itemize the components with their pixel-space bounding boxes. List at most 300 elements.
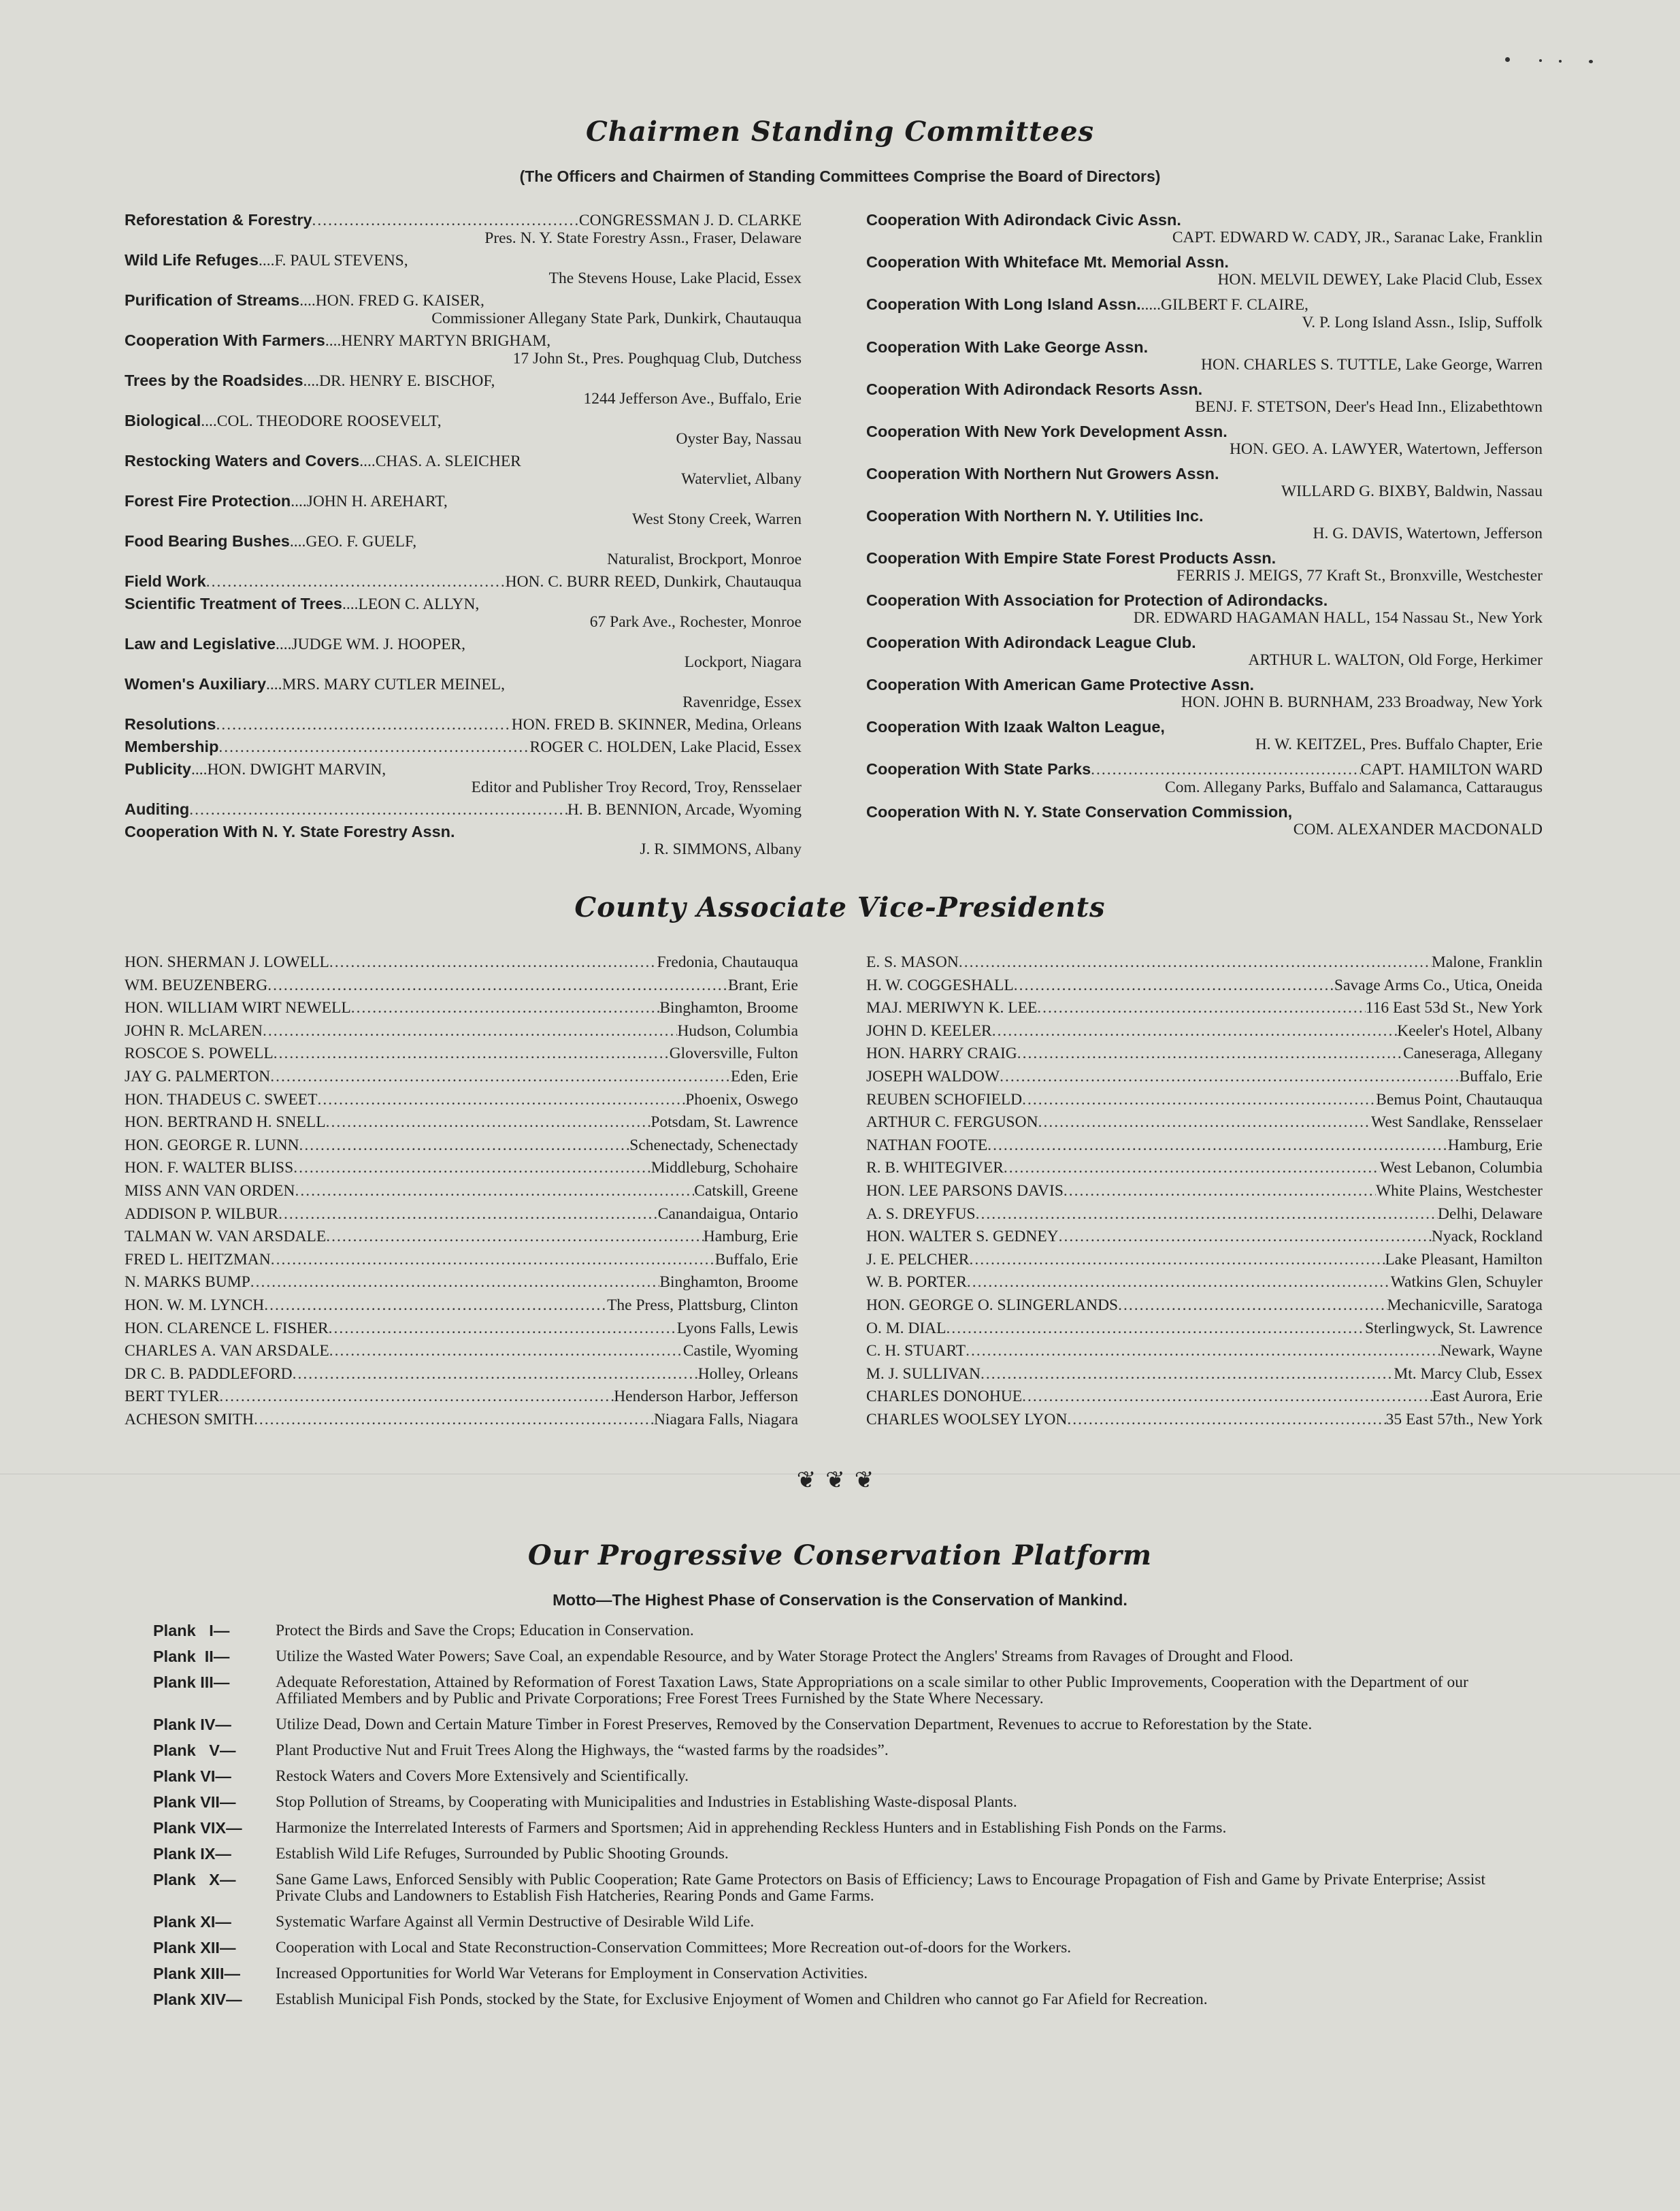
plank-number: Plank XII— [153, 1939, 236, 1956]
vice-president-name: M. J. SULLIVAN [866, 1364, 981, 1383]
vice-president-name: R. B. WHITEGIVER [866, 1159, 1004, 1177]
chairman-details: West Stony Creek, Warren [632, 510, 802, 528]
committee-line [866, 803, 1543, 821]
chairman-details: HON. JOHN B. BURNHAM, 233 Broadway, New York [1181, 693, 1543, 711]
vice-president-location: Lyons Falls, Lewis [676, 1319, 798, 1337]
vice-presidents-left-column [125, 951, 798, 1431]
dot-leader [318, 1089, 686, 1112]
committee-line [125, 572, 802, 591]
plank-text: Plant Productive Nut and Fruit Trees Along the Highways, the “wasted farms by the roadsides”. [276, 1741, 889, 1759]
vice-president-name: ARTHUR C. FERGUSON [866, 1113, 1038, 1132]
committee-name: Law and Legislative [125, 635, 276, 653]
plank-text: Utilize Dead, Down and Certain Mature Timber in Forest Preserves, Removed by the Conservation Department, Revenues to accrue to Reforestation by the State. [276, 1716, 1313, 1733]
vice-president-name: HON. THADEUS C. SWEET [125, 1090, 318, 1109]
committee-entry [125, 595, 802, 631]
dot-leader [218, 738, 529, 756]
plank-number: Plank X— [153, 1871, 236, 1888]
vice-president-name: HON. WILLIAM WIRT NEWELL [125, 999, 351, 1017]
committee-entry [866, 760, 1543, 796]
vice-president-name: HON. CLARENCE L. FISHER [125, 1319, 329, 1337]
separator-dots: .... [299, 292, 316, 310]
dot-leader [1022, 1089, 1376, 1112]
vice-president-location: White Plains, Westchester [1375, 1181, 1543, 1200]
plank-number: Plank VIX— [153, 1819, 242, 1837]
dot-leader [1000, 1066, 1460, 1089]
vice-president-row [866, 1134, 1543, 1158]
vice-president-name: CHARLES DONOHUE [866, 1388, 1023, 1406]
vice-president-row [866, 997, 1543, 1020]
plank-item [153, 1914, 1514, 1930]
separator-dots: .... [266, 676, 282, 693]
vice-president-row [125, 1317, 798, 1341]
vice-president-location: Mt. Marcy Club, Essex [1394, 1364, 1543, 1383]
vice-presidents-right-column [866, 951, 1543, 1431]
chairman-details: HON. CHARLES S. TUTTLE, Lake George, Warren [1201, 356, 1543, 374]
plank-item [153, 1794, 1514, 1810]
committee-name: Wild Life Refuges [125, 251, 259, 269]
committee-name: Women's Auxiliary [125, 675, 267, 693]
chairman-name: F. PAUL STEVENS, [274, 252, 408, 269]
committee-line [125, 251, 802, 269]
committee-entry [125, 675, 802, 711]
plank-item [153, 1820, 1514, 1836]
vice-president-row [125, 1020, 798, 1043]
vice-president-location: Binghamton, Broome [659, 999, 798, 1017]
dot-leader [1064, 1180, 1376, 1203]
vice-president-row [866, 1363, 1543, 1386]
vice-president-location: Niagara Falls, Niagara [653, 1410, 798, 1428]
vice-president-name: TALMAN W. VAN ARSDALE [125, 1228, 327, 1246]
committee-name: Cooperation With Northern N. Y. Utilities Inc. [866, 507, 1204, 525]
committee-line [866, 253, 1543, 271]
dot-leader [270, 1066, 731, 1089]
dot-leader [278, 1203, 658, 1226]
dot-leader [1091, 761, 1360, 779]
chairman-name: H. B. BENNION, Arcade, Wyoming [567, 801, 802, 819]
vice-president-name: HON. GEORGE O. SLINGERLANDS [866, 1296, 1119, 1314]
vice-president-location: Henderson Harbor, Jefferson [614, 1388, 798, 1406]
separator-dots: .... [289, 533, 306, 551]
committees-left-column [125, 211, 802, 862]
committee-entry [866, 549, 1543, 585]
vice-president-row [866, 1111, 1543, 1134]
committee-line [866, 338, 1543, 356]
chairman-name: HENRY MARTYN BRIGHAM, [341, 332, 551, 350]
dot-leader [326, 1111, 651, 1134]
committee-entry [125, 291, 802, 327]
vice-president-location: Buffalo, Erie [1459, 1067, 1543, 1085]
vice-president-name: HON. LEE PARSONS DAVIS [866, 1181, 1064, 1200]
committee-name: Cooperation With Association for Protection of Adirondacks. [866, 591, 1328, 609]
committee-line [125, 532, 802, 551]
committee-line [125, 595, 802, 613]
vice-president-name: JOHN D. KEELER [866, 1021, 992, 1040]
vice-president-row [866, 1226, 1543, 1249]
committee-entry [866, 803, 1543, 838]
chairman-details: COM. ALEXANDER MACDONALD [1293, 821, 1543, 838]
committee-line [125, 492, 802, 510]
committee-name: Cooperation With New York Development Assn. [866, 423, 1228, 440]
plank-number: Plank I— [153, 1622, 230, 1639]
committee-line [125, 291, 802, 310]
vice-president-name: WM. BEUZENBERG [125, 976, 268, 994]
chairman-details: J. R. SIMMONS, Albany [640, 840, 802, 858]
vice-president-name: MAJ. MERIWYN K. LEE [866, 999, 1038, 1017]
chairman-details: Oyster Bay, Nassau [676, 430, 802, 448]
chairman-details: HON. GEO. A. LAWYER, Watertown, Jefferson [1229, 440, 1543, 458]
vice-president-row [125, 1363, 798, 1386]
vice-president-name: JAY G. PALMERTON [125, 1067, 271, 1085]
committee-name: Trees by the Roadsides [125, 372, 303, 389]
separator-dots: .... [291, 493, 307, 510]
committee-name: Cooperation With Whiteface Mt. Memorial Assn. [866, 253, 1229, 271]
dot-leader [299, 1134, 630, 1158]
committee-name: Publicity [125, 760, 191, 778]
chairman-name: HON. C. BURR REED, Dunkirk, Chautauqua [505, 573, 802, 591]
committee-entry [866, 507, 1543, 542]
chairman-name: HON. FRED G. KAISER, [315, 292, 484, 310]
ink-speck [1589, 60, 1593, 63]
vice-president-location: Caneseraga, Allegany [1403, 1045, 1543, 1063]
vice-president-name: HON. GEORGE R. LUNN [125, 1136, 299, 1154]
plank-text: Increased Opportunities for World War Veterans for Employment in Conservation Activities. [276, 1965, 868, 1982]
chairman-name: JUDGE WM. J. HOOPER, [291, 636, 465, 653]
vice-president-name: HON. SHERMAN J. LOWELL [125, 953, 329, 971]
committee-name: Forest Fire Protection [125, 492, 291, 510]
vice-president-row [125, 1340, 798, 1363]
committee-entry [866, 718, 1543, 753]
vice-president-row [866, 975, 1543, 998]
committee-line [866, 465, 1543, 482]
plank-text: Establish Wild Life Refuges, Surrounded by Public Shooting Grounds. [276, 1845, 729, 1863]
committee-name: Cooperation With Adirondack Civic Assn. [866, 211, 1181, 229]
plank-item [153, 1622, 1514, 1639]
committee-name: Auditing [125, 800, 190, 818]
vice-president-row [125, 1134, 798, 1158]
chairman-details: DR. EDWARD HAGAMAN HALL, 154 Nassau St., New York [1133, 609, 1543, 627]
plank-number: Plank IV— [153, 1716, 231, 1733]
committee-entry [866, 676, 1543, 711]
vice-president-location: Castile, Wyoming [682, 1342, 798, 1360]
vice-president-location: Brant, Erie [727, 976, 798, 994]
committee-line [866, 718, 1543, 736]
dot-leader [946, 1317, 1365, 1341]
dot-leader [1017, 1043, 1403, 1066]
committee-line [866, 211, 1543, 229]
vice-president-row [866, 1386, 1543, 1409]
vice-president-row [866, 1317, 1543, 1341]
committee-line [125, 331, 802, 350]
vice-president-name: ACHESON SMITH [125, 1410, 254, 1428]
vice-president-name: W. B. PORTER [866, 1273, 967, 1292]
committee-line [125, 738, 802, 756]
dot-leader [1038, 1111, 1371, 1134]
chairman-details: CAPT. EDWARD W. CADY, JR., Saranac Lake, Franklin [1172, 229, 1543, 246]
platform-planks [153, 1622, 1514, 2017]
committee-name: Cooperation With Northern Nut Growers Assn. [866, 465, 1219, 482]
committee-entry [866, 423, 1543, 458]
vice-president-name: JOHN R. McLAREN [125, 1021, 263, 1040]
chairman-name: GEO. F. GUELF, [306, 533, 417, 551]
plank-number: Plank VI— [153, 1767, 231, 1785]
vice-president-row [866, 1043, 1543, 1066]
vice-president-location: Nyack, Rockland [1431, 1228, 1543, 1246]
vice-presidents-title: County Associate Vice-Presidents [574, 891, 1106, 923]
chairman-details: FERRIS J. MEIGS, 77 Kraft St., Bronxville, Westchester [1176, 567, 1543, 585]
committee-entry [866, 591, 1543, 627]
vice-president-location: Catskill, Greene [694, 1181, 798, 1200]
plank-item [153, 1939, 1514, 1956]
vice-president-location: Schenectady, Schenectady [629, 1136, 798, 1154]
vice-president-location: Phoenix, Oswego [685, 1090, 798, 1109]
committee-line [866, 423, 1543, 440]
ink-speck [1539, 59, 1542, 62]
committee-name: Restocking Waters and Covers [125, 452, 360, 470]
vice-president-location: East Aurora, Erie [1432, 1388, 1543, 1406]
committee-name: Cooperation With Adirondack Resorts Assn. [866, 380, 1203, 398]
dot-leader [992, 1020, 1398, 1043]
vice-president-name: J. E. PELCHER [866, 1250, 970, 1268]
vice-president-row [866, 951, 1543, 975]
chairman-details: Watervliet, Albany [681, 470, 802, 488]
separator-dots: .... [191, 761, 208, 779]
chairman-details: Editor and Publisher Troy Record, Troy, Rensselaer [471, 779, 802, 796]
chairman-details: Lockport, Niagara [684, 653, 802, 671]
vice-president-location: The Press, Plattsburg, Clinton [607, 1296, 798, 1314]
vice-president-row [125, 1271, 798, 1294]
committee-name: Cooperation With Izaak Walton League, [866, 718, 1165, 736]
ink-speck [1559, 60, 1562, 63]
chairman-details: 17 John St., Pres. Poughquag Club, Dutchess [512, 350, 802, 367]
separator-dots: .... [359, 453, 376, 470]
vice-president-row [125, 1249, 798, 1272]
vice-president-name: REUBEN SCHOFIELD [866, 1090, 1023, 1109]
chairman-name: MRS. MARY CUTLER MEINEL, [282, 676, 506, 693]
dot-leader [1059, 1226, 1432, 1249]
plank-item [153, 1716, 1514, 1733]
dot-leader [976, 1203, 1438, 1226]
committee-entry [866, 211, 1543, 246]
committee-entry [125, 452, 802, 488]
plank-item [153, 1846, 1514, 1862]
chairman-details: Commissioner Allegany State Park, Dunkirk, Chautauqua [431, 310, 802, 327]
vice-president-name: BERT TYLER [125, 1388, 220, 1406]
plank-number: Plank V— [153, 1741, 236, 1759]
ink-speck [1505, 57, 1510, 62]
vice-president-location: Buffalo, Erie [714, 1250, 798, 1268]
separator-dots: .... [276, 636, 292, 653]
committee-name: Purification of Streams [125, 291, 300, 309]
committee-name: Cooperation With Empire State Forest Products Assn. [866, 549, 1277, 567]
separator-dots: .... [325, 332, 342, 350]
committee-name: Cooperation With American Game Protective Assn. [866, 676, 1255, 693]
committee-line [866, 634, 1543, 651]
plank-text: Systematic Warfare Against all Vermin Destructive of Desirable Wild Life. [276, 1913, 755, 1931]
plank-text: Establish Municipal Fish Ponds, stocked by the State, for Exclusive Enjoyment of Women and Children who cannot go Far Afield for Recreation. [276, 1991, 1208, 2008]
committee-entry [125, 532, 802, 568]
plank-item [153, 1674, 1514, 1707]
committee-entry [125, 331, 802, 367]
vice-president-location: Sterlingwyck, St. Lawrence [1364, 1319, 1543, 1337]
vice-president-row [866, 1180, 1543, 1203]
vice-president-row [125, 1066, 798, 1089]
vice-president-row [125, 951, 798, 975]
committee-name: Scientific Treatment of Trees [125, 595, 342, 612]
committee-line [125, 452, 802, 470]
dot-leader [987, 1134, 1448, 1158]
vice-president-name: FRED L. HEITZMAN [125, 1250, 271, 1268]
dot-leader [254, 1409, 654, 1432]
vice-president-name: NATHAN FOOTE [866, 1136, 988, 1154]
vice-president-location: Potsdam, St. Lawrence [650, 1113, 798, 1132]
chairman-details: BENJ. F. STETSON, Deer's Head Inn., Elizabethtown [1195, 398, 1543, 416]
committee-name: Field Work [125, 572, 206, 590]
chairman-details: 67 Park Ave., Rochester, Monroe [589, 613, 802, 631]
committee-name: Cooperation With Farmers [125, 331, 325, 349]
chairman-name: JOHN H. AREHART, [306, 493, 448, 510]
chairman-details: WILLARD G. BIXBY, Baldwin, Nassau [1281, 482, 1543, 500]
vice-president-location: West Sandlake, Rensselaer [1371, 1113, 1543, 1132]
vice-president-name: JOSEPH WALDOW [866, 1067, 1000, 1085]
chairman-name: CHAS. A. SLEICHER [375, 453, 521, 470]
committees-subtitle: (The Officers and Chairmen of Standing Committees Comprise the Board of Directors) [519, 167, 1161, 185]
dot-leader [1004, 1157, 1380, 1180]
vice-president-location: Lake Pleasant, Hamilton [1385, 1250, 1543, 1268]
committee-line [125, 372, 802, 390]
separator-dots: .... [201, 412, 217, 430]
chairman-details: 1244 Jefferson Ave., Buffalo, Erie [583, 390, 802, 408]
committee-name: Biological [125, 412, 201, 429]
vice-president-location: West Lebanon, Columbia [1380, 1159, 1543, 1177]
plank-text: Sane Game Laws, Enforced Sensibly with Public Cooperation; Rate Game Protectors on Basis of Efficiency; Laws to Encourage Propagation of Fish and Game by Private Enterprise; Assist Private Clubs and Landowners to Establish Fish Hatcheries, Rearing Ponds and Game Farms. [276, 1871, 1486, 1905]
vice-president-row [866, 1340, 1543, 1363]
committee-entry [125, 211, 802, 247]
dot-leader [1037, 997, 1365, 1020]
vice-president-location: Keeler's Hotel, Albany [1397, 1021, 1543, 1040]
chairman-name: HON. DWIGHT MARVIN, [207, 761, 386, 779]
committee-entry [125, 412, 802, 448]
plank-item [153, 1768, 1514, 1784]
vice-president-row [125, 997, 798, 1020]
committee-entry [125, 800, 802, 819]
committee-line [125, 412, 802, 430]
vice-president-row [866, 1203, 1543, 1226]
plank-item [153, 1965, 1514, 1982]
vice-president-row [125, 1226, 798, 1249]
committee-line [866, 507, 1543, 525]
vice-president-name: CHARLES WOOLSEY LYON [866, 1410, 1068, 1428]
vice-president-location: 116 East 53d St., New York [1365, 999, 1543, 1017]
dot-leader [264, 1294, 607, 1317]
plank-number: Plank XIV— [153, 1991, 242, 2008]
vice-president-row [866, 1249, 1543, 1272]
vice-president-location: Eden, Erie [730, 1067, 798, 1085]
plank-number: Plank IX— [153, 1845, 231, 1863]
chairman-name: CAPT. HAMILTON WARD [1360, 761, 1543, 779]
committee-line [866, 591, 1543, 609]
platform-title: Our Progressive Conservation Platform [527, 1539, 1153, 1571]
committee-entry [866, 380, 1543, 416]
committee-line [125, 675, 802, 693]
plank-text: Cooperation with Local and State Reconstruction-Conservation Committees; More Recreation out-of-doors for the Workers. [276, 1939, 1072, 1956]
vice-president-row [866, 1066, 1543, 1089]
committee-line [866, 380, 1543, 398]
separator-dots: .... [342, 595, 359, 613]
committee-line [866, 676, 1543, 693]
committee-name: Reforestation & Forestry [125, 211, 312, 229]
chairman-name: COL. THEODORE ROOSEVELT, [216, 412, 442, 430]
vice-president-location: Hamburg, Erie [703, 1228, 798, 1246]
committee-line [125, 635, 802, 653]
vice-president-row [125, 1043, 798, 1066]
plank-number: Plank III— [153, 1673, 230, 1691]
committee-entry [125, 715, 802, 734]
committee-entry [125, 372, 802, 408]
vice-president-row [125, 1203, 798, 1226]
committee-entry [866, 295, 1543, 331]
vice-president-row [125, 1157, 798, 1180]
plank-text: Restock Waters and Covers More Extensively and Scientifically. [276, 1767, 689, 1785]
committee-line [866, 549, 1543, 567]
committee-line [125, 211, 802, 229]
committee-name: Membership [125, 738, 219, 755]
dot-leader [966, 1340, 1440, 1363]
vice-president-name: H. W. COGGESHALL [866, 976, 1014, 994]
vice-president-location: Fredonia, Chautauqua [657, 953, 798, 971]
dot-leader [329, 1340, 683, 1363]
dot-leader [329, 1317, 677, 1341]
chairman-details: V. P. Long Island Assn., Islip, Suffolk [1302, 314, 1543, 331]
vice-president-location: 35 East 57th., New York [1385, 1410, 1543, 1428]
vice-president-location: Middleburg, Schohaire [650, 1159, 798, 1177]
vice-president-name: A. S. DREYFUS [866, 1205, 976, 1223]
chairman-details: Ravenridge, Essex [682, 693, 802, 711]
vice-president-name: E. S. MASON [866, 953, 959, 971]
committee-entry [125, 572, 802, 591]
dot-leader [189, 801, 567, 819]
chairman-details: H. G. DAVIS, Watertown, Jefferson [1313, 525, 1543, 542]
committee-name: Cooperation With Adirondack League Club. [866, 634, 1196, 651]
vice-president-name: ROSCOE S. POWELL [125, 1045, 274, 1063]
vice-president-location: Bemus Point, Chautauqua [1376, 1090, 1543, 1109]
chairman-details: HON. MELVIL DEWEY, Lake Placid Club, Essex [1217, 271, 1543, 289]
committee-entry [125, 635, 802, 671]
committee-name: Cooperation With Long Island Assn. [866, 295, 1141, 313]
vice-president-row [125, 1089, 798, 1112]
committee-line [125, 760, 802, 779]
dot-leader [293, 1157, 651, 1180]
chairman-name: LEON C. ALLYN, [358, 595, 480, 613]
plank-text: Adequate Reforestation, Attained by Reformation of Forest Taxation Laws, State Appropriations on a scale similar to other Public Improvements, Cooperation with the Department of our Affiliated Members and by Public and Private Corporations; Free Forest Trees Furnished by the State Where Necessary. [276, 1673, 1468, 1707]
vice-president-location: Newark, Wayne [1440, 1342, 1543, 1360]
vice-president-name: CHARLES A. VAN ARSDALE [125, 1342, 329, 1360]
vice-president-location: Savage Arms Co., Utica, Oneida [1334, 976, 1543, 994]
vice-president-location: Mechanicville, Saratoga [1387, 1296, 1543, 1314]
vice-president-row [125, 1409, 798, 1432]
committee-line [125, 800, 802, 819]
vice-president-row [866, 1089, 1543, 1112]
dot-leader [969, 1249, 1385, 1272]
committees-right-column [866, 211, 1543, 845]
vice-president-row [125, 1386, 798, 1409]
committee-entry [866, 465, 1543, 500]
dot-leader [967, 1271, 1391, 1294]
committee-line [866, 760, 1543, 779]
chairman-name: CONGRESSMAN J. D. CLARKE [578, 212, 802, 229]
chairman-name: ROGER C. HOLDEN, Lake Placid, Essex [529, 738, 802, 756]
vice-president-location: Binghamton, Broome [659, 1273, 798, 1292]
vice-president-name: HON. F. WALTER BLISS [125, 1159, 294, 1177]
